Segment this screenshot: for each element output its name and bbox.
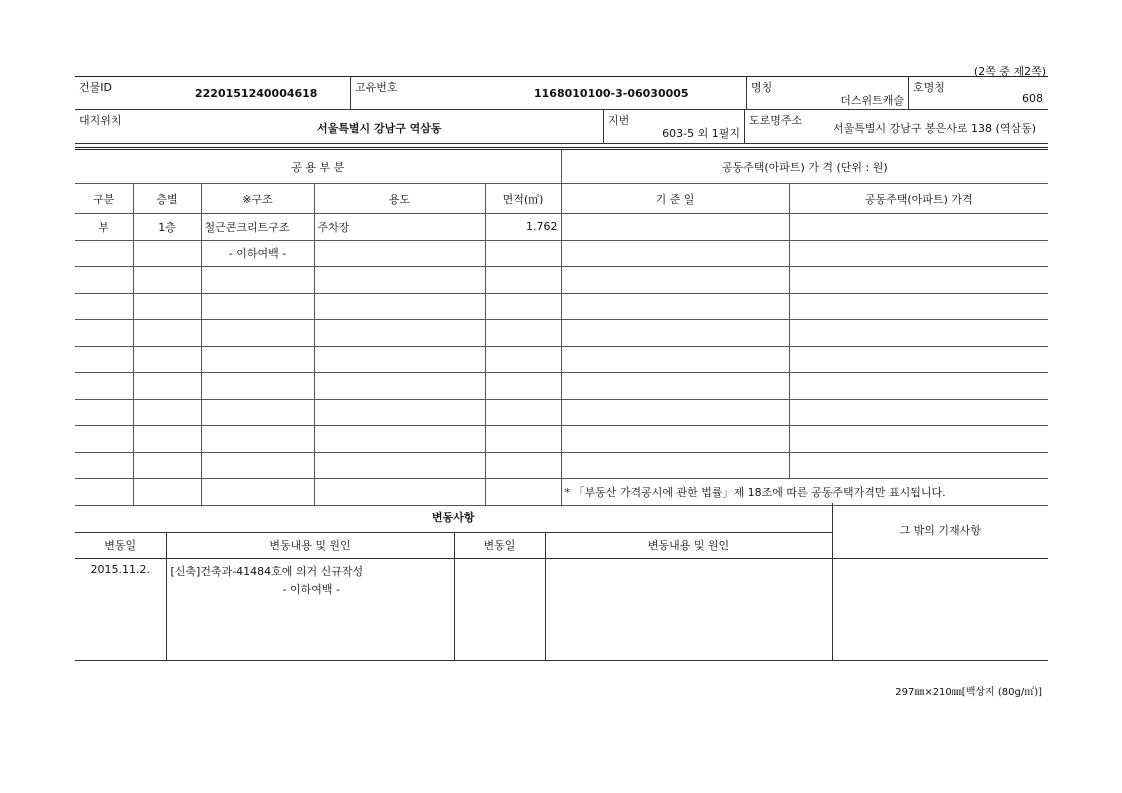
row-use: 주차장 [314,214,485,241]
building-id-label: 건물ID [79,81,112,94]
other-notes-title: 그 밖의 기재사항 [832,503,1048,558]
table-row [75,240,1048,267]
unique-no-label: 고유번호 [355,81,398,94]
row-area: 1.762 [485,214,561,241]
page-number: (2쪽 중 제2쪽) [973,65,1046,78]
site-cell [75,110,604,143]
row-type [75,240,133,267]
name-label: 명칭 [751,81,773,94]
building-id-cell [75,77,351,110]
col-change-content-2: 변동내용 및 원인 [545,532,832,558]
table-row [75,267,1048,294]
col-structure: ※구조 [201,184,314,214]
row-floor [133,240,201,267]
unit-name-cell [909,77,1049,110]
common-area-table [75,147,1048,506]
table-row [75,320,1048,347]
building-id-value: 2220151240004618 [195,87,318,100]
table-row [75,452,1048,479]
table-row [75,293,1048,320]
table-row [75,373,1048,400]
table-row [75,479,1048,506]
site-value: 서울특별시 강남구 역삼동 [317,122,442,135]
col-floor: 층별 [133,184,201,214]
unit-name-value: 608 [1022,92,1043,105]
col-base-date: 기 준 일 [561,184,789,214]
lot-cell [604,110,745,143]
change-content: [신축]건축과-41484호에 의거 신규작성 [170,564,364,578]
changes-title: 변동사항 [75,503,832,532]
site-info-table [75,110,1048,144]
col-price: 공동주택(아파트) 가격 [789,184,1048,214]
row-structure: 철근콘크리트구조 [201,214,314,241]
col-change-date: 변동일 [75,532,166,558]
table-row [75,214,1048,241]
row-area [485,240,561,267]
change-history-table [75,503,1048,661]
unique-no-value: 1168010100-3-06030005 [534,87,689,100]
row-structure: - 이하여백 - [201,240,314,267]
col-change-content: 변동내용 및 원인 [166,532,454,558]
col-change-date-2: 변동일 [454,532,545,558]
unique-no-cell [351,77,747,110]
site-label: 대지위치 [79,114,122,127]
change-blank: - 이하여백 - [282,582,340,596]
lot-label: 지번 [608,114,630,127]
table-row [75,346,1048,373]
table-row [75,399,1048,426]
road-label: 도로명주소 [749,114,803,127]
road-cell [745,110,1049,143]
paper-spec: 297㎜×210㎜[백상지 (80g/㎡)] [895,687,1042,698]
road-value: 서울특별시 강남구 봉은사로 138 (역삼동) [833,122,1036,135]
change-content-cell [166,558,454,660]
price-section-title: 공동주택(아파트) 가 격 (단위 : 원) [561,149,1048,184]
row-use [314,240,485,267]
unit-name-label: 호명칭 [913,81,945,94]
col-type: 구분 [75,184,133,214]
table-row [75,426,1048,453]
name-value: 더스위트캐슬 [840,94,904,107]
name-cell [747,77,909,110]
common-section-title: 공 용 부 분 [75,149,561,184]
building-info-table [75,76,1048,110]
col-area: 면적(㎡) [485,184,561,214]
row-type: 부 [75,214,133,241]
lot-value: 603-5 외 1필지 [662,127,740,140]
change-date: 2015.11.2. [75,558,166,660]
row-floor: 1층 [133,214,201,241]
price-note: * 「부동산 가격공시에 관한 법률」제 18조에 따른 공동주택가격만 표시됩니다. [561,479,1048,506]
col-use: 용도 [314,184,485,214]
